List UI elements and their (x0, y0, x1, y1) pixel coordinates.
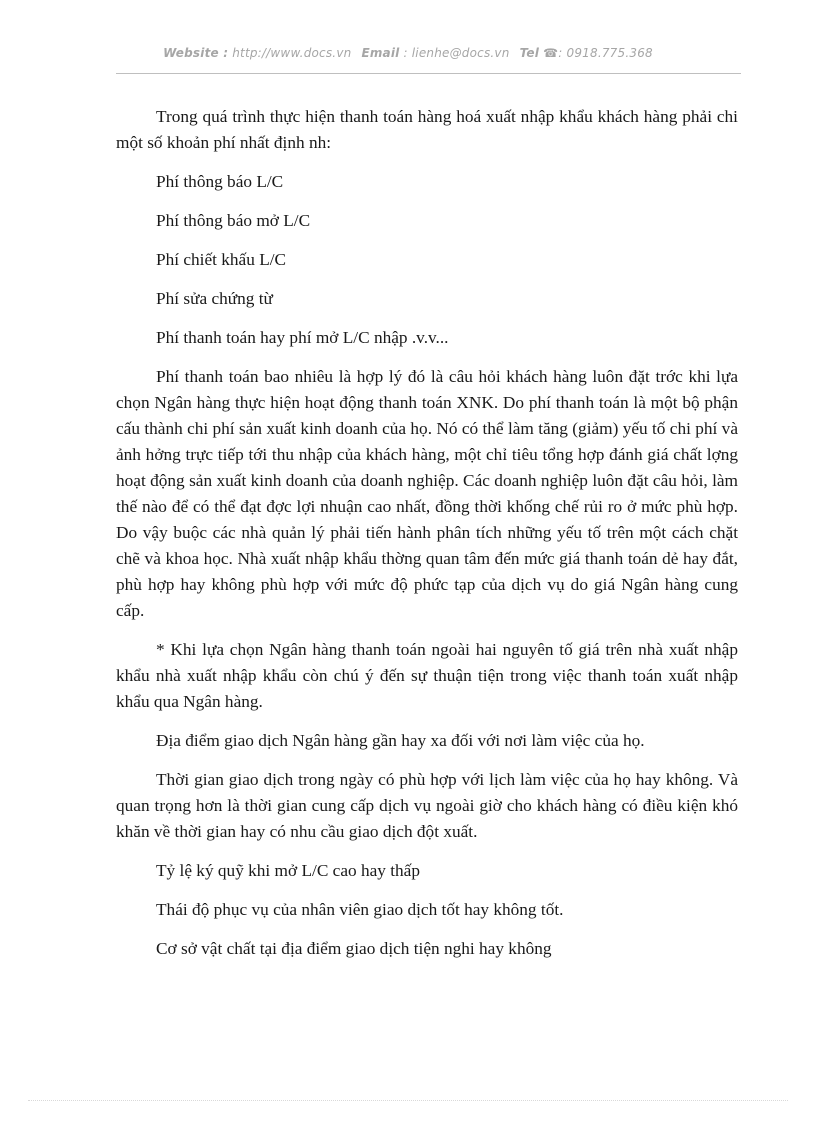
paragraph-transaction-time: Thời gian giao dịch trong ngày có phù hợp với lịch làm việc của họ hay không. Và quan trọng hơn là thời gian cung cấp dịch vụ ngoài giờ cho khách hàng có điều kiện khó khăn về thời gian hay có nhu cầu giao dịch đột xuất. (116, 770, 738, 841)
list-item-fee-discount: Phí chiết khấu L/C (156, 250, 287, 269)
list-item-location: Địa điểm giao dịch Ngân hàng gần hay xa đối với nơi làm việc của họ. (156, 731, 645, 750)
email-address: : lienhe@docs.vn (403, 46, 510, 60)
list-item-fee-open-notice: Phí thông báo mở L/C (156, 211, 311, 230)
footer-divider (28, 1100, 788, 1101)
list-item-fee-notice: Phí thông báo L/C (156, 172, 284, 191)
paragraph-intro: Trong quá trình thực hiện thanh toán hàng hoá xuất nhập khẩu khách hàng phải chi một số khoản phí nhất định nh: (116, 107, 738, 152)
list-item-fee-amend-docs: Phí sửa chứng từ (156, 289, 273, 308)
paragraph-fee-analysis: Phí thanh toán bao nhiêu là hợp lý đó là câu hỏi khách hàng luôn đặt trớc khi lựa chọn Ngân hàng thực hiện hoạt động thanh toán XNK. Do phí thanh toán là một bộ phận cấu thành chi phí sản xuất kinh doanh của họ. Nó có thể làm tăng (giảm) yếu tố chi phí và ảnh hởng trực tiếp tới thu nhập của khách hàng, một chỉ tiêu tổng hợp đánh giá chất lợng hoạt động sản xuất kinh doanh của doanh nghiệp. Các doanh nghiệp luôn đặt câu hỏi, làm thế nào để có thể đạt đợc lợi nhuận cao nhất, đồng thời khống chế rủi ro ở mức phù hợp. Do vậy buộc các nhà quản lý phải tiến hành phân tích những yếu tố trên một cách chặt chẽ và khoa học. Nhà xuất nhập khẩu thờng quan tâm đến mức giá thanh toán dẻ hay đắt, phù hợp hay không phù hợp với mức độ phức tạp của dịch vụ do giá Ngân hàng cung cấp. (116, 367, 738, 620)
tel-label: Tel (519, 46, 540, 60)
document-body (116, 104, 738, 975)
paragraph-convenience: * Khi lựa chọn Ngân hàng thanh toán ngoài hai nguyên tố giá trên nhà xuất nhập khẩu nhà xuất nhập khẩu còn chú ý đến sự thuận tiện trong việc thanh toán xuất nhập khẩu qua Ngân hàng. (116, 640, 738, 711)
header-divider (116, 73, 741, 74)
page-header (0, 46, 816, 60)
list-item-staff-attitude: Thái độ phục vụ của nhân viên giao dịch tốt hay không tốt. (156, 900, 564, 919)
tel-number: : 0918.775.368 (558, 46, 653, 60)
email-label: Email (361, 46, 400, 60)
website-url: http://www.docs.vn (232, 46, 352, 60)
phone-icon: ☎ (543, 46, 559, 60)
website-label: Website : (163, 46, 229, 60)
list-item-facilities: Cơ sở vật chất tại địa điểm giao dịch tiện nghi hay không (156, 939, 552, 958)
list-item-fee-payment: Phí thanh toán hay phí mở L/C nhập .v.v... (156, 328, 449, 347)
list-item-deposit-ratio: Tỷ lệ ký quỹ khi mở L/C cao hay thấp (156, 861, 420, 880)
